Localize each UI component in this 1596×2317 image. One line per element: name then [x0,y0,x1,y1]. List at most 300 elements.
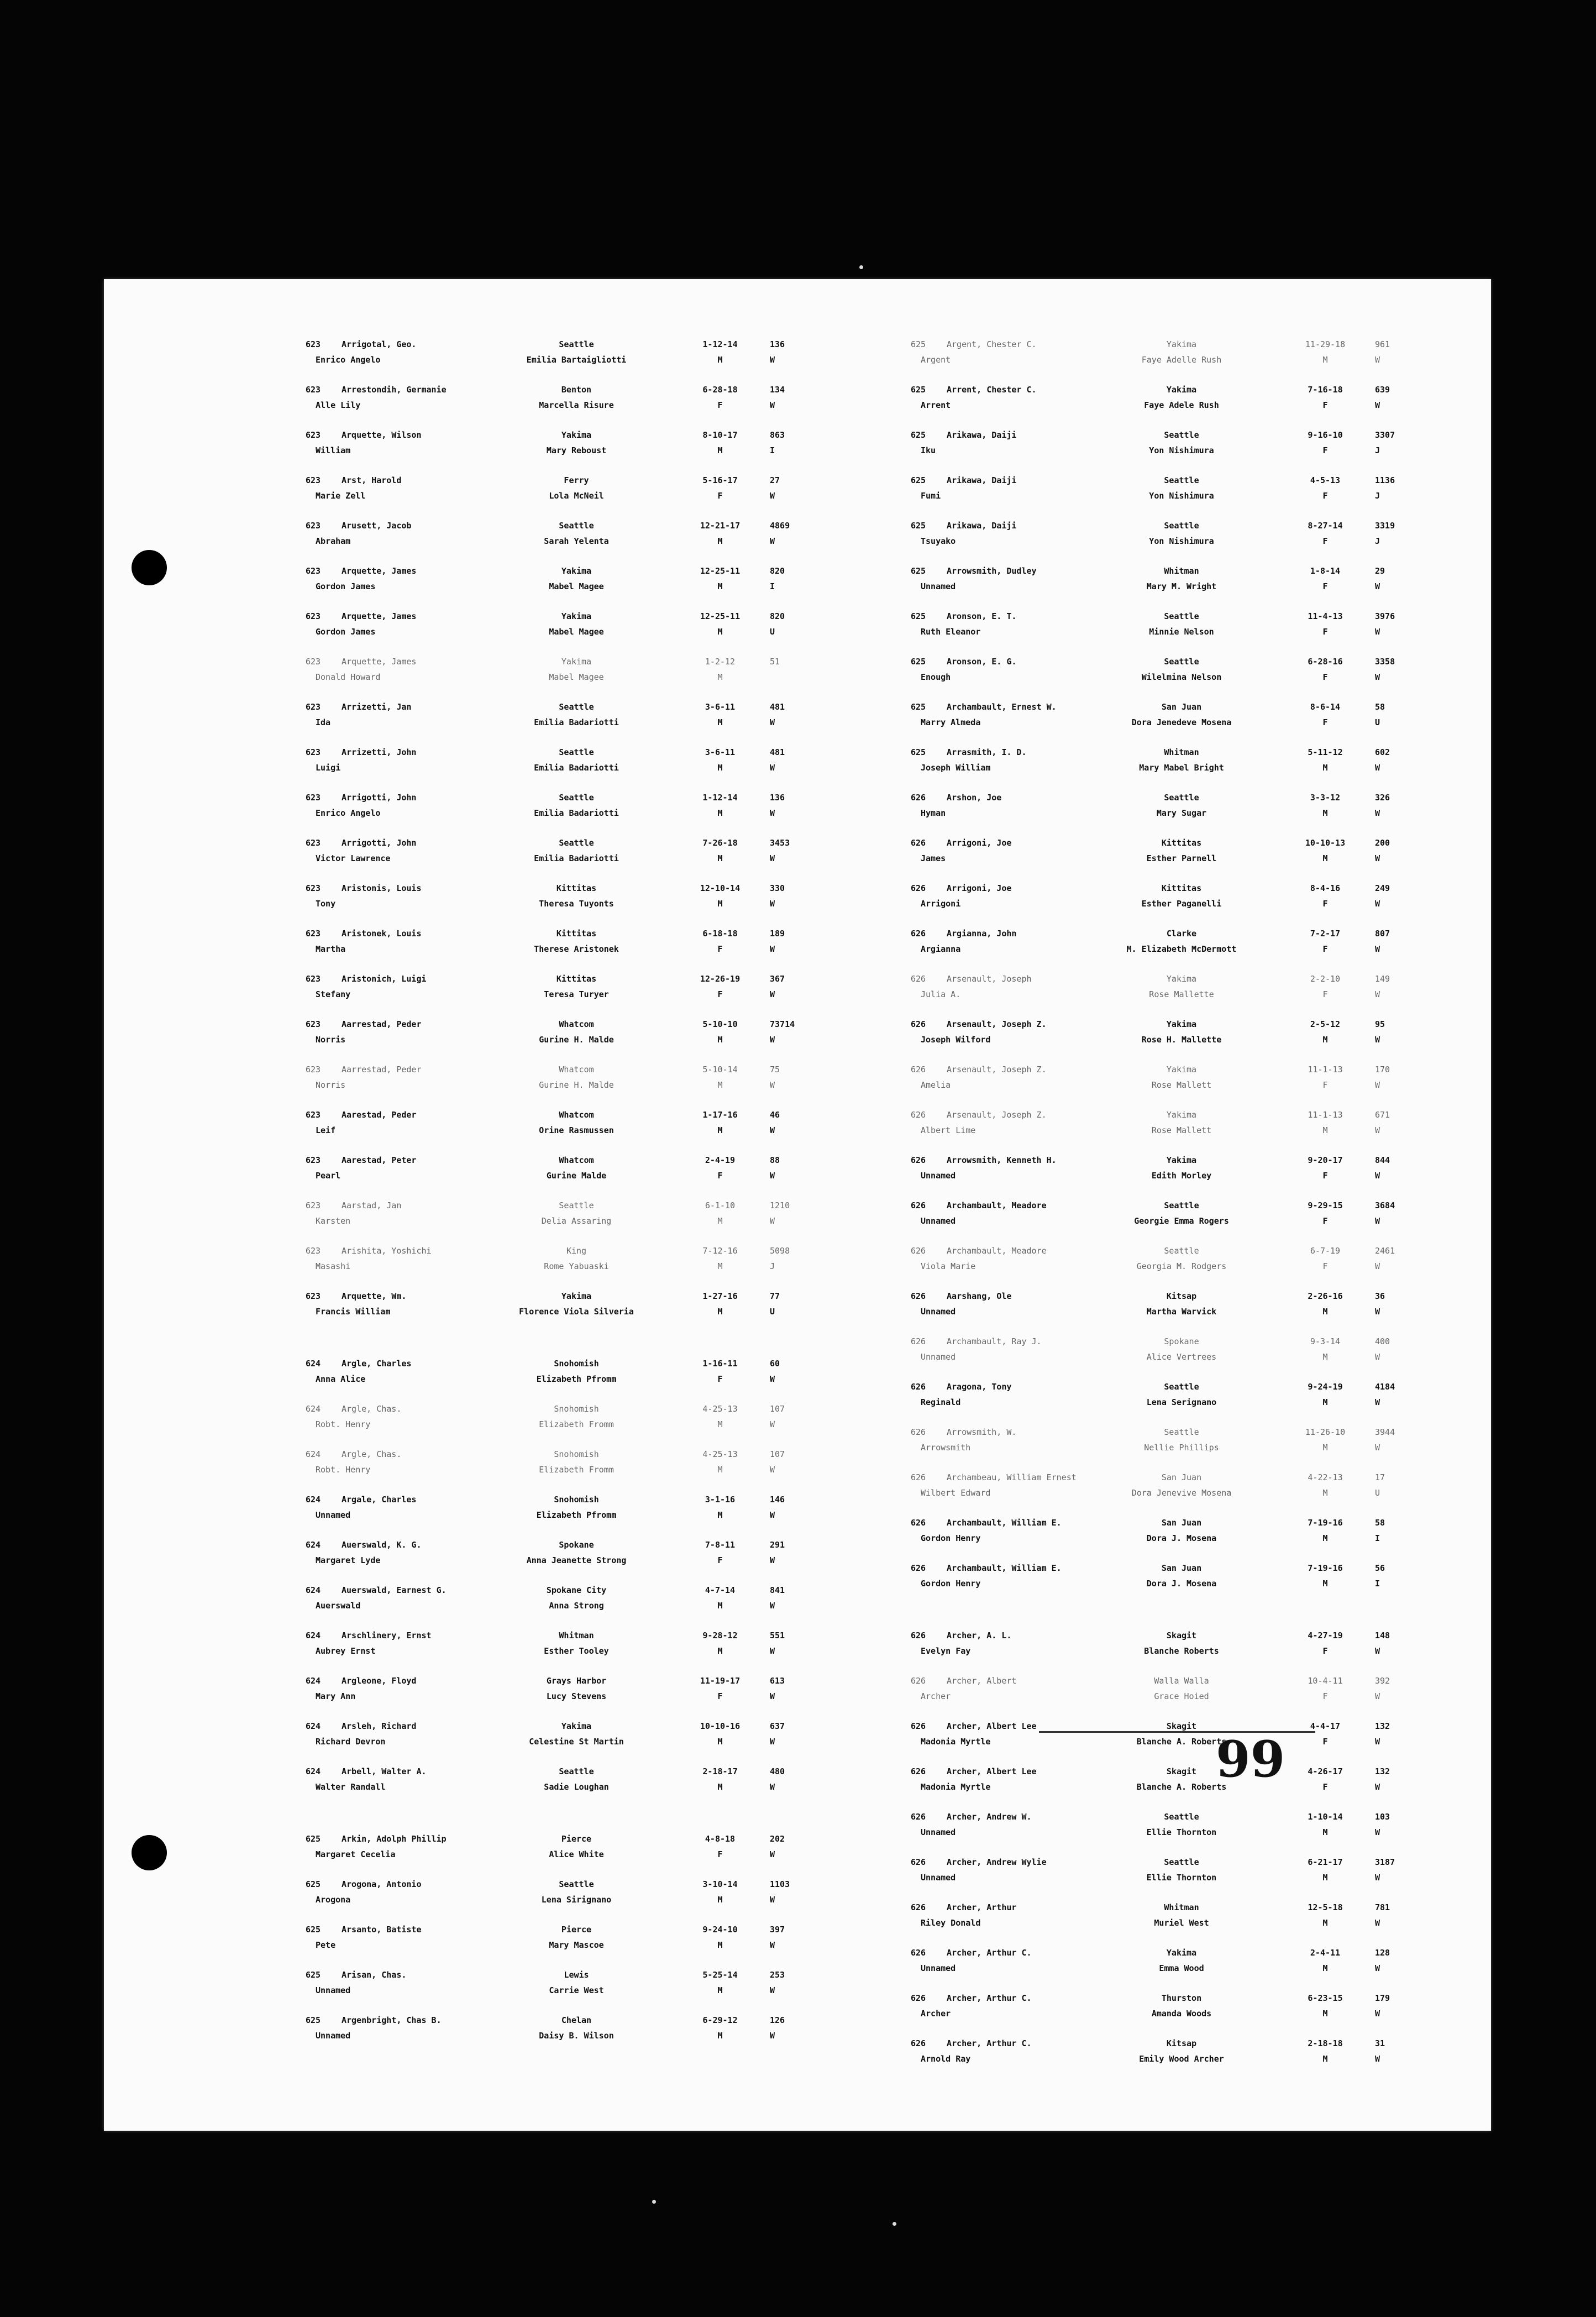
entry-given-name: Argianna [921,944,961,954]
entry-number: 623 [306,838,321,848]
entry-mother: Sarah Yelenta [544,536,609,546]
entry-certificate: 73714 [770,1019,795,1029]
entry-certificate: 51 [770,657,780,667]
entry-county: Snohomish [554,1449,599,1459]
entry-sex: M [1322,1035,1328,1045]
entry-date: 7-19-16 [1308,1563,1343,1573]
entry-date: 1-12-14 [702,339,738,349]
entry-certificate: 179 [1375,1993,1390,2003]
entry-certificate: 132 [1375,1766,1390,1776]
register-entry [306,1877,941,1922]
entry-number: 625 [911,747,926,757]
entry-date: 5-11-12 [1308,747,1343,757]
film-speck [652,2200,656,2204]
film-speck [893,2222,896,2226]
register-entry [306,473,941,518]
entry-county: Seattle [559,747,594,757]
entry-race: W [1375,1827,1380,1837]
register-entry [911,473,1546,518]
entry-name: Arsanto, Batiste [342,1925,422,1935]
register-page [104,279,1491,2131]
entry-sex: M [717,1216,723,1226]
entry-certificate: 326 [1375,793,1390,803]
entry-county: Seattle [559,1201,594,1210]
entry-number: 626 [911,1291,926,1301]
entry-race: W [770,2031,775,2041]
entry-mother: Gurine H. Malde [539,1035,614,1045]
entry-given-name: James [921,853,946,863]
entry-name: Aronson, E. T. [947,611,1017,621]
entry-county: Skagit [1166,1721,1197,1731]
entry-county: Yakima [1166,385,1197,395]
entry-date: 9-29-15 [1308,1201,1343,1210]
entry-given-name: Unnamed [316,1985,351,1995]
entry-number: 626 [911,1948,926,1958]
entry-date: 11-1-13 [1308,1065,1343,1074]
entry-mother: Rose Mallette [1149,989,1214,999]
entry-race: W [1375,1171,1380,1181]
entry-given-name: Enrico Angelo [316,355,381,365]
entry-given-name: Unnamed [921,581,956,591]
entry-county: Seattle [1164,430,1199,440]
entry-date: 11-19-17 [700,1676,741,1686]
register-entry [306,428,941,473]
entry-race: W [770,1035,775,1045]
register-entry [911,1855,1546,1900]
entry-name: Arshon, Joe [947,793,1002,803]
entry-race: W [770,989,775,999]
entry-name: Archambault, Ray J. [947,1336,1042,1346]
register-entry [911,745,1546,790]
entry-county: Kittitas [1161,883,1202,893]
entry-mother: Esther Paganelli [1141,899,1222,909]
entry-date: 9-24-19 [1308,1382,1343,1392]
entry-date: 8-10-17 [702,430,738,440]
entry-number: 626 [911,838,926,848]
entry-sex: F [717,1374,723,1384]
register-entry [911,1991,1546,2036]
entry-number: 626 [911,2038,926,2048]
entry-name: Archer, Arthur C. [947,1948,1032,1958]
entry-county: Ferry [564,475,589,485]
entry-sex: M [1322,1827,1328,1837]
register-entry [911,564,1546,609]
entry-given-name: Madonia Myrtle [921,1737,991,1747]
entry-sex: M [717,899,723,909]
entry-number: 625 [911,657,926,667]
register-entry [306,1062,941,1108]
entry-date: 2-4-11 [1310,1948,1341,1958]
entry-sex: F [717,944,723,954]
entry-county: Whitman [1164,1902,1199,1912]
entry-certificate: 148 [1375,1631,1390,1640]
entry-name: Argale, Charles [342,1495,417,1505]
entry-given-name: Reginald [921,1397,961,1407]
entry-number: 626 [911,1812,926,1822]
entry-certificate: 551 [770,1631,785,1640]
entry-sex: M [1322,1125,1328,1135]
entry-number: 625 [306,2015,321,2025]
entry-mother: Lucy Stevens [546,1691,607,1701]
entry-date: 8-4-16 [1310,883,1341,893]
register-entry [911,654,1546,700]
register-entry [911,428,1546,473]
entry-given-name: Unnamed [921,1827,956,1837]
entry-number: 626 [911,883,926,893]
entry-name: Arsenault, Joseph Z. [947,1065,1047,1074]
entry-sex: F [1322,944,1328,954]
entry-county: Seattle [1164,611,1199,621]
entry-sex: M [717,1646,723,1656]
entry-certificate: 95 [1375,1019,1385,1029]
entry-number: 626 [911,1676,926,1686]
entry-race: J [1375,491,1380,501]
entry-certificate: 397 [770,1925,785,1935]
entry-race: W [770,1849,775,1859]
entry-certificate: 1103 [770,1879,790,1889]
entry-mother: Lena Sirignano [541,1895,612,1905]
entry-name: Arrowsmith, W. [947,1427,1017,1437]
entry-given-name: Fumi [921,491,941,501]
register-entry [306,1402,941,1447]
register-entry [306,972,941,1017]
register-entry [911,609,1546,654]
entry-race: W [770,1895,775,1905]
entry-county: Seattle [1164,1427,1199,1437]
register-entry [306,836,941,881]
entry-given-name: Arrent [921,400,951,410]
entry-number: 625 [306,1970,321,1980]
entry-certificate: 602 [1375,747,1390,757]
register-entry [306,1628,941,1674]
entry-given-name: Unnamed [921,1352,956,1362]
entry-number: 625 [306,1925,321,1935]
entry-certificate: 5098 [770,1246,790,1256]
entry-given-name: Julia A. [921,989,961,999]
entry-number: 623 [306,657,321,667]
entry-date: 7-8-11 [705,1540,736,1550]
entry-given-name: Unnamed [921,1216,956,1226]
entry-name: Arikawa, Daiji [947,475,1017,485]
register-entry [306,518,941,564]
entry-number: 626 [911,1518,926,1528]
entry-mother: Mabel Magee [549,581,604,591]
entry-certificate: 330 [770,883,785,893]
entry-given-name: Hyman [921,808,946,818]
entry-certificate: 3453 [770,838,790,848]
entry-sex: M [1322,1963,1328,1973]
entry-given-name: Gordon Henry [921,1533,981,1543]
entry-certificate: 3976 [1375,611,1395,621]
entry-date: 6-23-15 [1308,1993,1343,2003]
entry-given-name: Pearl [316,1171,341,1181]
entry-county: Seattle [1164,657,1199,667]
entry-sex: M [717,536,723,546]
entry-given-name: Amelia [921,1080,951,1090]
entry-mother: Rose Mallett [1151,1080,1212,1090]
entry-name: Arschlinery, Ernst [342,1631,432,1640]
entry-race: W [770,808,775,818]
entry-given-name: Gordon James [316,581,376,591]
entry-mother: Marcella Risure [539,400,614,410]
entry-sex: M [717,853,723,863]
register-entry [911,1198,1546,1244]
entry-name: Argianna, John [947,929,1017,939]
entry-given-name: Margaret Lyde [316,1555,381,1565]
entry-county: Seattle [1164,1201,1199,1210]
entry-mother: Elizabeth Fromm [539,1465,614,1475]
entry-sex: M [717,627,723,637]
entry-given-name: Joseph Wilford [921,1035,991,1045]
entry-date: 6-7-19 [1310,1246,1341,1256]
entry-number: 624 [306,1359,321,1369]
register-entry [911,1516,1546,1561]
entry-name: Aristonek, Louis [342,929,422,939]
entry-certificate: 29 [1375,566,1385,576]
entry-number: 623 [306,339,321,349]
entry-sex: F [1322,1261,1328,1271]
entry-county: Kittitas [556,929,597,939]
entry-mother: Alice White [549,1849,604,1859]
entry-mother: M. Elizabeth McDermott [1126,944,1237,954]
entry-mother: Nellie Phillips [1144,1443,1219,1453]
entry-given-name: Abraham [316,536,351,546]
entry-number: 625 [911,521,926,531]
entry-date: 11-29-18 [1305,339,1346,349]
entry-certificate: 17 [1375,1472,1385,1482]
entry-certificate: 75 [770,1065,780,1074]
entry-county: Yakima [1166,1155,1197,1165]
entry-race: W [1375,944,1380,954]
entry-sex: F [717,1691,723,1701]
entry-given-name: Arrigoni [921,899,961,909]
entry-date: 1-27-16 [702,1291,738,1301]
entry-certificate: 781 [1375,1902,1390,1912]
entry-mother: Mary Reboust [546,445,607,455]
entry-race: W [770,717,775,727]
page-number: 99 [1216,1730,1285,1789]
entry-certificate: 841 [770,1585,785,1595]
entry-race: W [770,1216,775,1226]
entry-name: Arrasmith, I. D. [947,747,1027,757]
punch-hole-top [132,550,167,585]
entry-date: 12-25-11 [700,566,741,576]
entry-mother: Yon Nishimura [1149,536,1214,546]
entry-date: 12-10-14 [700,883,741,893]
entry-county: Whitman [559,1631,594,1640]
entry-county: Yakima [1166,1110,1197,1120]
entry-given-name: Iku [921,445,936,455]
entry-race: W [770,944,775,954]
entry-mother: Delia Assaring [541,1216,612,1226]
entry-county: Spokane [1164,1336,1199,1346]
entry-date: 10-4-11 [1308,1676,1343,1686]
entry-sex: M [717,1895,723,1905]
left-column [306,337,941,2058]
entry-mother: Minnie Nelson [1149,627,1214,637]
register-entry [306,1108,941,1153]
entry-mother: Mary Sugar [1156,808,1207,818]
entry-name: Arrigoni, Joe [947,883,1012,893]
entry-mother: Wilelmina Nelson [1141,672,1222,682]
entry-date: 8-6-14 [1310,702,1341,712]
entry-given-name: Walter Randall [316,1782,386,1792]
entry-county: Whitman [1164,747,1199,757]
entry-race: W [770,1737,775,1747]
entry-certificate: 134 [770,385,785,395]
entry-name: Auerswald, K. G. [342,1540,422,1550]
entry-race: W [1375,672,1380,682]
entry-name: Aristonis, Louis [342,883,422,893]
register-entry [306,1289,941,1334]
entry-given-name: Robt. Henry [316,1419,371,1429]
entry-given-name: Unnamed [921,1307,956,1317]
register-entry [911,1153,1546,1198]
entry-certificate: 400 [1375,1336,1390,1346]
entry-county: Snohomish [554,1404,599,1414]
register-entry [306,337,941,382]
entry-name: Archer, Arthur [947,1902,1017,1912]
register-entry [306,745,941,790]
entry-sex: F [1322,1216,1328,1226]
entry-date: 9-24-10 [702,1925,738,1935]
entry-number: 623 [306,566,321,576]
entry-mother: Emilia Badariotti [534,853,619,863]
entry-name: Arquette, Wm. [342,1291,407,1301]
entry-date: 2-4-19 [705,1155,736,1165]
entry-number: 625 [911,339,926,349]
entry-date: 10-10-16 [700,1721,741,1731]
entry-sex: M [717,1261,723,1271]
entry-mother: Emilia Bartaigliotti [526,355,627,365]
entry-race: W [770,1465,775,1475]
entry-sex: M [1322,1533,1328,1543]
entry-number: 626 [911,1902,926,1912]
entry-race: W [1375,763,1380,773]
entry-race: J [1375,445,1380,455]
register-entry [306,2013,941,2058]
entry-certificate: 202 [770,1834,785,1844]
entry-number: 626 [911,1721,926,1731]
entry-number: 626 [911,1382,926,1392]
entry-race: W [1375,1125,1380,1135]
entry-county: Kitsap [1166,1291,1197,1301]
entry-number: 625 [911,611,926,621]
entry-certificate: 807 [1375,929,1390,939]
entry-name: Archambault, William E. [947,1563,1062,1573]
entry-date: 6-21-17 [1308,1857,1343,1867]
register-entry [911,1062,1546,1108]
entry-given-name: Tsuyako [921,536,956,546]
entry-date: 7-26-18 [702,838,738,848]
entry-race: W [770,1419,775,1429]
entry-sex: F [1322,536,1328,546]
entry-name: Arst, Harold [342,475,402,485]
entry-county: Spokane City [546,1585,607,1595]
register-entry [911,1108,1546,1153]
entry-sex: M [1322,1579,1328,1589]
register-entry [306,1447,941,1492]
entry-number: 623 [306,702,321,712]
entry-mother: Sadie Loughan [544,1782,609,1792]
entry-mother: Anna Jeanette Strong [526,1555,627,1565]
entry-name: Arogona, Antonio [342,1879,422,1889]
entry-certificate: 4184 [1375,1382,1395,1392]
entry-race: W [770,400,775,410]
entry-number: 626 [911,974,926,984]
entry-certificate: 56 [1375,1563,1385,1573]
entry-county: Whatcom [559,1019,594,1029]
entry-sex: F [1322,1737,1328,1747]
entry-mother: Martha Warvick [1146,1307,1217,1317]
entry-mother: Carrie West [549,1985,604,1995]
entry-county: Yakima [561,566,592,576]
entry-given-name: Evelyn Fay [921,1646,971,1656]
entry-race: W [1375,1691,1380,1701]
entry-number: 623 [306,430,321,440]
entry-race: W [1375,2054,1380,2064]
entry-county: Yakima [1166,1948,1197,1958]
register-entry [306,881,941,926]
entry-certificate: 77 [770,1291,780,1301]
entry-mother: Elizabeth Fromm [539,1419,614,1429]
entry-race: W [770,899,775,909]
entry-sex: M [717,445,723,455]
entry-certificate: 136 [770,793,785,803]
entry-sex: M [717,581,723,591]
entry-certificate: 249 [1375,883,1390,893]
entry-certificate: 88 [770,1155,780,1165]
register-entry [911,1946,1546,1991]
entry-name: Aarrestad, Peder [342,1019,422,1029]
entry-given-name: Martha [316,944,346,954]
entry-number: 624 [306,1404,321,1414]
entry-number: 626 [911,1993,926,2003]
entry-sex: M [1322,1307,1328,1317]
entry-number: 623 [306,974,321,984]
register-entry [911,1674,1546,1719]
entry-name: Archambeau, William Ernest [947,1472,1077,1482]
entry-county: Kittitas [1161,838,1202,848]
entry-name: Aarshang, Ole [947,1291,1012,1301]
register-entry [911,972,1546,1017]
entry-race: I [770,445,775,455]
register-entry [306,1968,941,2013]
entry-county: Yakima [1166,339,1197,349]
entry-number: 625 [911,430,926,440]
entry-name: Argent, Chester C. [947,339,1037,349]
entry-sex: F [717,400,723,410]
entry-county: Yakima [561,1721,592,1731]
entry-certificate: 637 [770,1721,785,1731]
entry-number: 623 [306,1291,321,1301]
entry-name: Arrizetti, John [342,747,417,757]
entry-date: 9-20-17 [1308,1155,1343,1165]
entry-certificate: 36 [1375,1291,1385,1301]
entry-mother: Dora J. Mosena [1146,1579,1217,1589]
entry-race: U [1375,717,1380,727]
film-speck [859,265,863,269]
entry-mother: Yon Nishimura [1149,491,1214,501]
entry-name: Arusett, Jacob [342,521,412,531]
entry-number: 623 [306,793,321,803]
entry-county: Seattle [559,838,594,848]
entry-number: 626 [911,1065,926,1074]
entry-mother: Blanche A. Roberts [1136,1782,1227,1792]
entry-number: 626 [911,1201,926,1210]
entry-number: 626 [911,1019,926,1029]
entry-sex: M [1322,763,1328,773]
